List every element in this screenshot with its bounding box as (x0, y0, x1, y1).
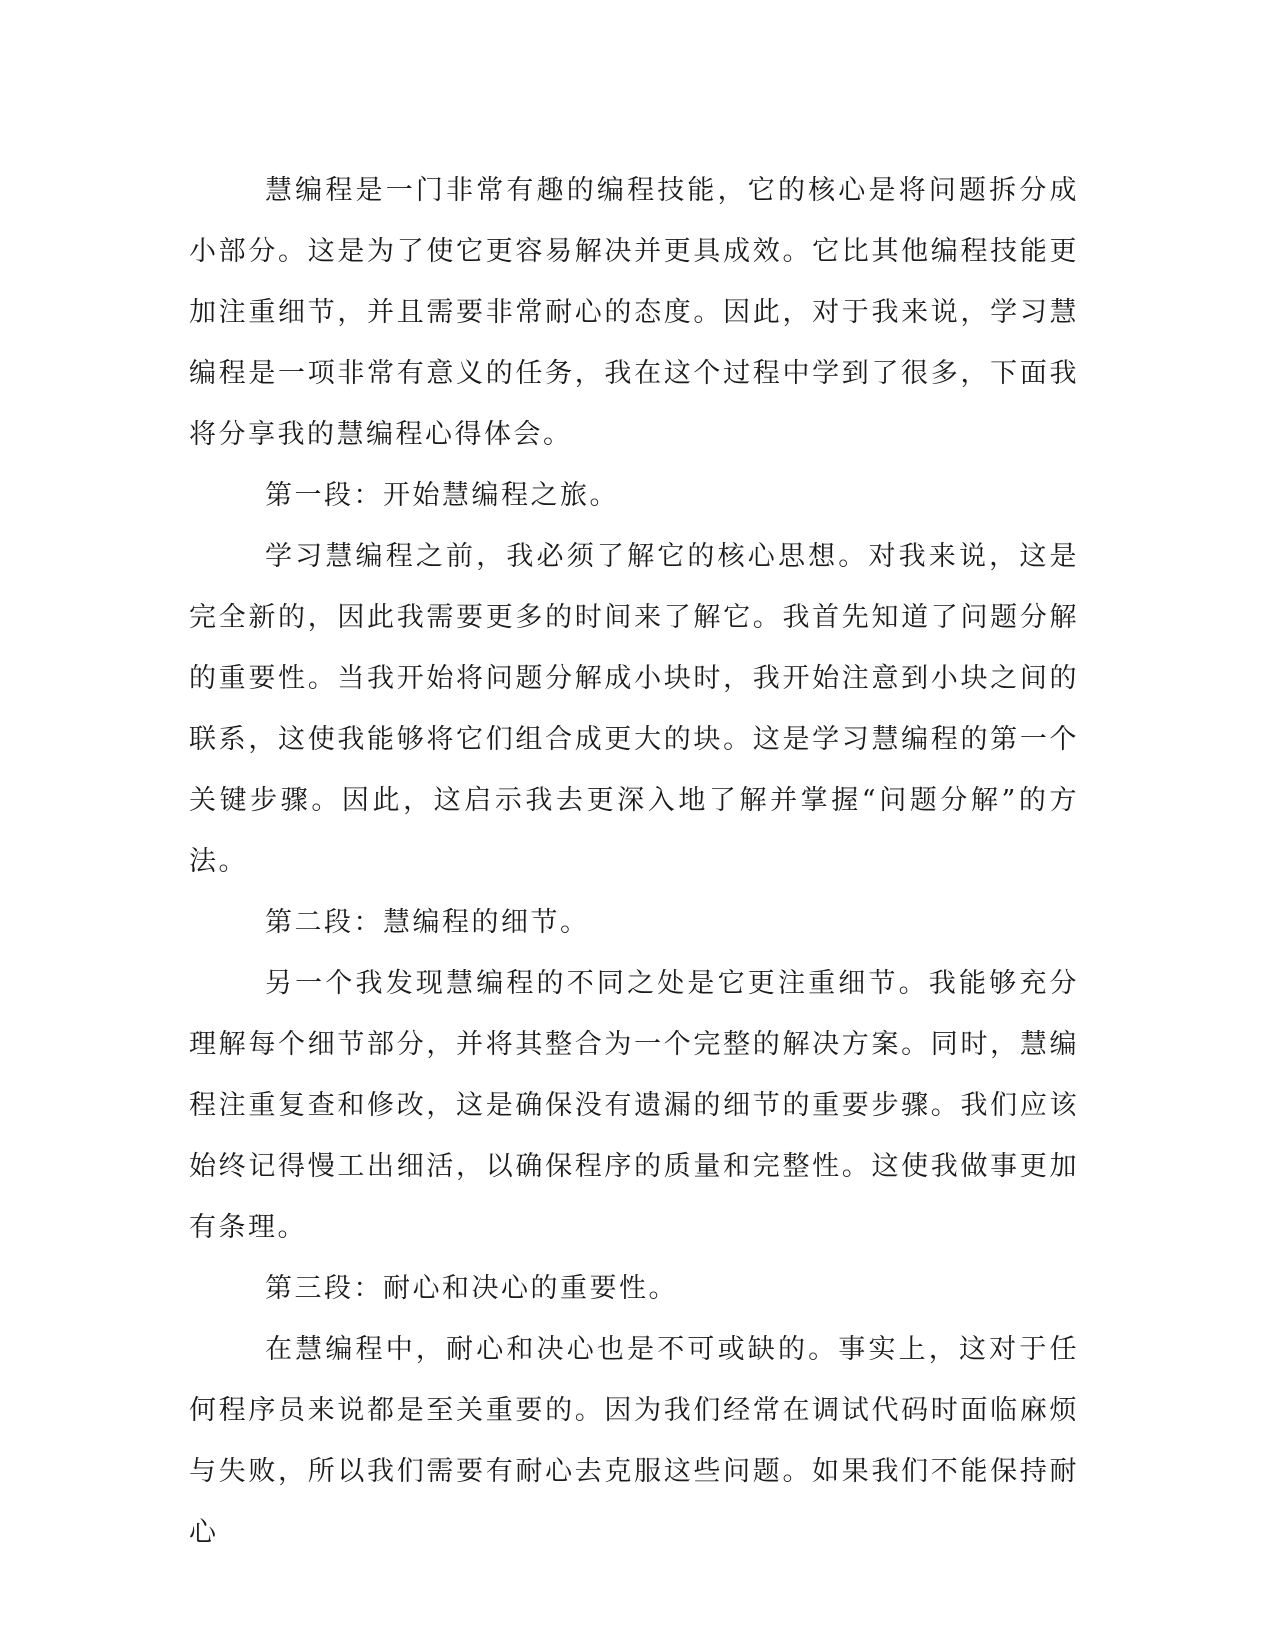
section-paragraph-1: 学习慧编程之前，我必须了解它的核心思想。对我来说，这是完全新的，因此我需要更多的时间来了解它。我首先知道了问题分解的重要性。当我开始将问题分解成小块时，我开始注意到小块之间的联系，这使我能够将它们组合成更大的块。这是学习慧编程的第一个关键步骤。因此，这启示我去更深入地了解并掌握“问题分解”的方法。 (189, 541, 1079, 877)
section-paragraph-3: 在慧编程中，耐心和决心也是不可或缺的。事实上，这对于任何程序员来说都是至关重要的。因为我们经常在调试代码时面临麻烦与失败，所以我们需要有耐心去克服这些问题。如果我们不能保持耐心 (189, 1334, 1079, 1548)
section-heading-1: 第一段：开始慧编程之旅。 (265, 480, 619, 511)
section-heading-2: 第二段：慧编程的细节。 (265, 907, 590, 938)
section-paragraph-2: 另一个我发现慧编程的不同之处是它更注重细节。我能够充分理解每个细节部分，并将其整合为一个完整的解决方案。同时，慧编程注重复查和修改，这是确保没有遗漏的细节的重要步骤。我们应该始终记得慢工出细活，以确保程序的质量和完整性。这使我做事更加有条理。 (189, 968, 1079, 1243)
document-body (189, 160, 1079, 1563)
section-heading-3: 第三段：耐心和决心的重要性。 (265, 1273, 678, 1304)
intro-paragraph: 慧编程是一门非常有趣的编程技能，它的核心是将问题拆分成小部分。这是为了使它更容易解决并更具成效。它比其他编程技能更加注重细节，并且需要非常耐心的态度。因此，对于我来说，学习慧编程是一项非常有意义的任务，我在这个过程中学到了很多，下面我将分享我的慧编程心得体会。 (189, 175, 1079, 450)
